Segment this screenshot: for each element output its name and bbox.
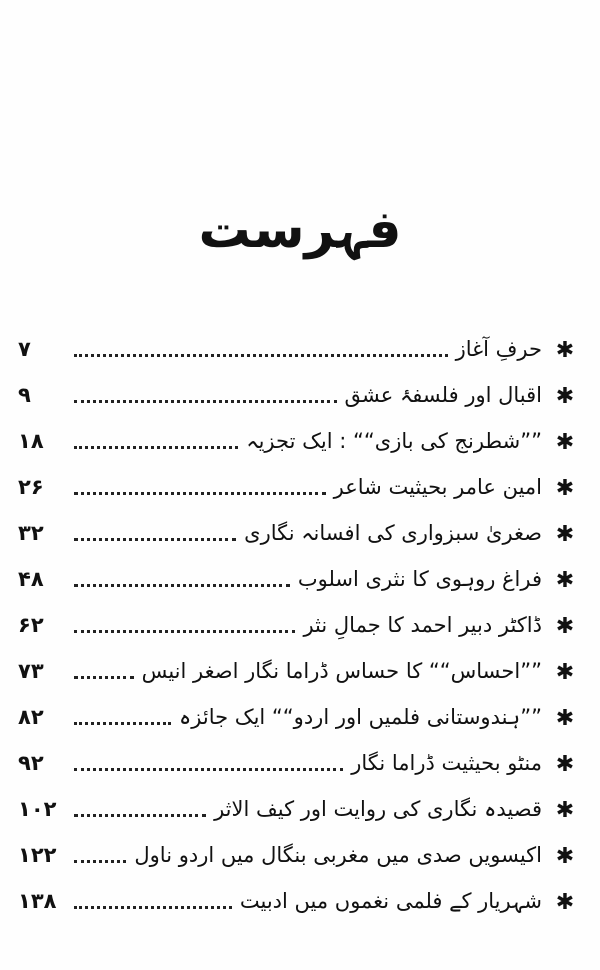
asterisk-bullet-icon: ✱ (555, 430, 575, 455)
toc-entry (18, 414, 580, 460)
toc-entry-title: فراغ روہوی کا نثری اسلوب (297, 567, 542, 591)
dot-leader (74, 906, 232, 909)
dot-leader (74, 860, 126, 863)
toc-page-number: ۶۲ (18, 613, 44, 637)
toc-entry (18, 874, 580, 920)
toc-entry (18, 736, 580, 782)
toc-entry-title: ””احساس““ کا حساس ڈراما نگار اصغر انیس (141, 659, 542, 683)
asterisk-bullet-icon: ✱ (555, 384, 575, 409)
toc-page-number: ۱۳۸ (18, 889, 57, 913)
toc-entry (18, 506, 580, 552)
asterisk-bullet-icon: ✱ (555, 844, 575, 869)
dot-leader (74, 814, 206, 817)
toc-entry (18, 552, 580, 598)
toc-entry-title: ڈاکٹر دبیر احمد کا جمالِ نثر (303, 613, 542, 637)
dot-leader (74, 676, 134, 679)
toc-entry-title: ””ہندوستانی فلمیں اور اردو““ ایک جائزہ (178, 705, 542, 729)
toc-entry-title: صغریٰ سبزواری کی افسانہ نگاری (244, 521, 542, 545)
toc-page-number: ۱۰۲ (18, 797, 57, 821)
toc-page-number: ۸۲ (18, 705, 44, 729)
toc-page-number: ۷۳ (18, 659, 44, 683)
toc-entry (18, 368, 580, 414)
toc-entry-title: ””شطرنج کی بازی““ : ایک تجزیہ (246, 429, 542, 453)
asterisk-bullet-icon: ✱ (555, 476, 575, 501)
toc-entry-title: قصیدہ نگاری کی روایت اور کیف الاثر (214, 797, 542, 821)
toc-entry (18, 828, 580, 874)
dot-leader (74, 538, 236, 541)
toc-entry (18, 598, 580, 644)
asterisk-bullet-icon: ✱ (555, 568, 575, 593)
table-of-contents (18, 322, 580, 920)
dot-leader (74, 492, 326, 495)
toc-page-number: ۲۶ (18, 475, 44, 499)
toc-entry (18, 690, 580, 736)
dot-leader (74, 584, 290, 587)
toc-entry-title: منٹو بحیثیت ڈراما نگار (351, 751, 542, 775)
asterisk-bullet-icon: ✱ (555, 660, 575, 685)
toc-entry (18, 644, 580, 690)
toc-entry-title: حرفِ آغاز (455, 337, 542, 361)
asterisk-bullet-icon: ✱ (555, 890, 575, 915)
asterisk-bullet-icon: ✱ (555, 798, 575, 823)
toc-page-number: ۱۲۲ (18, 843, 57, 867)
asterisk-bullet-icon: ✱ (555, 706, 575, 731)
toc-entry-title: اقبال اور فلسفۂ عشق (344, 383, 542, 407)
toc-page-number: ۳۲ (18, 521, 44, 545)
dot-leader (74, 354, 448, 357)
dot-leader (74, 768, 343, 771)
asterisk-bullet-icon: ✱ (555, 752, 575, 777)
dot-leader (74, 400, 337, 403)
toc-page-number: ۱۸ (18, 429, 44, 453)
toc-page-number: ۴۸ (18, 567, 44, 591)
asterisk-bullet-icon: ✱ (555, 522, 575, 547)
toc-page-number: ۹ (18, 383, 31, 407)
asterisk-bullet-icon: ✱ (555, 338, 575, 363)
dot-leader (74, 446, 238, 449)
dot-leader (74, 722, 171, 725)
page-title: فہرست (198, 200, 402, 260)
asterisk-bullet-icon: ✱ (555, 614, 575, 639)
toc-entry (18, 322, 580, 368)
toc-page-number: ۷ (18, 337, 31, 361)
toc-entry (18, 782, 580, 828)
toc-entry (18, 460, 580, 506)
toc-entry-title: امین عامر بحیثیت شاعر (333, 475, 542, 499)
toc-entry-title: شہریار کے فلمی نغموں میں ادبیت (239, 889, 542, 913)
dot-leader (74, 630, 295, 633)
toc-entry-title: اکیسویں صدی میں مغربی بنگال میں اردو ناول (134, 843, 542, 867)
toc-page-number: ۹۲ (18, 751, 44, 775)
